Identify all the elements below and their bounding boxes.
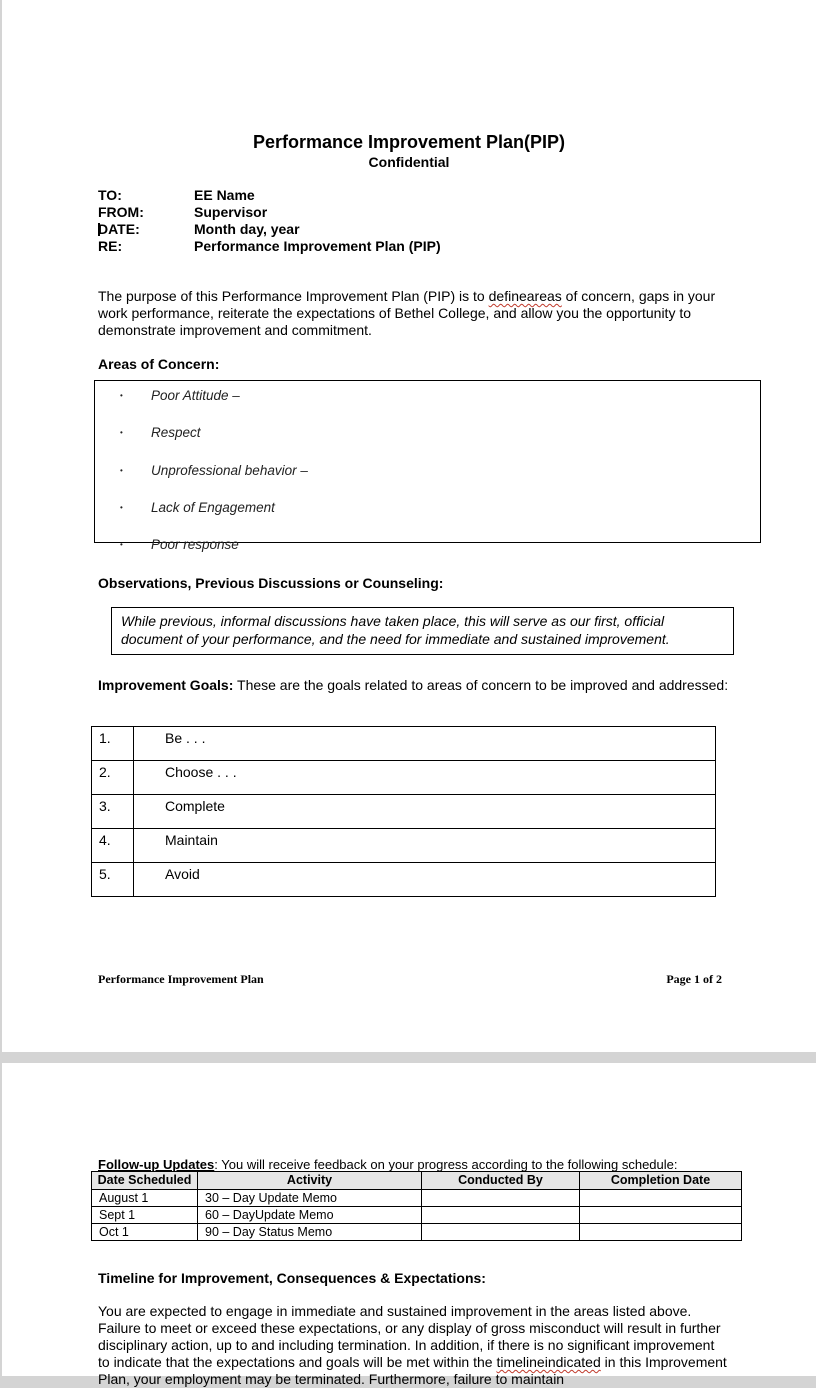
column-header-date: Date Scheduled — [92, 1172, 198, 1190]
bullet-icon: • — [120, 391, 123, 400]
document-title: Performance Improvement Plan(PIP) — [252, 132, 566, 152]
goal-number: 2. — [92, 761, 134, 795]
goals-intro-text: These are the goals related to areas of concern to be improved and addressed: — [233, 677, 729, 693]
memo-header — [98, 187, 441, 255]
spellcheck-flagged-word[interactable]: defineareas — [488, 288, 562, 304]
memo-value[interactable]: Supervisor — [194, 204, 268, 220]
goals-intro — [98, 677, 738, 694]
completion-date-cell[interactable] — [580, 1224, 742, 1241]
document-subtitle: Confidential — [368, 154, 450, 170]
memo-row-re — [98, 238, 441, 255]
goals-heading: Improvement Goals: — [98, 677, 234, 693]
followup-schedule-table — [91, 1171, 742, 1241]
memo-row-date — [98, 221, 441, 238]
concern-item[interactable] — [120, 388, 308, 425]
observations-heading: Observations, Previous Discussions or Counseling: — [98, 575, 444, 591]
memo-key: TO: — [98, 187, 122, 203]
followup-heading-line — [98, 1157, 678, 1172]
memo-value[interactable]: Month day, year — [194, 221, 300, 237]
goal-number: 5. — [92, 863, 134, 897]
observations-text-box[interactable]: While previous, informal discussions have taken place, this will serve as our first, official document of your performance, and the need for immediate and sustained improvement. — [111, 607, 734, 655]
purpose-paragraph[interactable] — [98, 288, 738, 339]
concern-label: Poor Attitude – — [151, 388, 240, 403]
table-header-row — [92, 1172, 742, 1190]
concerns-heading: Areas of Concern: — [98, 356, 220, 372]
bullet-icon: • — [120, 465, 123, 475]
conducted-by-cell[interactable] — [422, 1207, 580, 1224]
purpose-text: of concern, gaps in your work performance, reiterate the expectations of Bethel College, and allow you the opportunity to demonstrate improvement and commitment. — [98, 288, 716, 338]
timeline-text: in this Improvement Plan, your employment may be terminated. Furthermore, failure to maintain — [98, 1354, 727, 1387]
concerns-list — [120, 388, 308, 574]
spellcheck-flagged-word[interactable]: timelineindicated — [496, 1354, 601, 1370]
date-cell[interactable]: Oct 1 — [92, 1224, 198, 1241]
date-cell[interactable]: Sept 1 — [92, 1207, 198, 1224]
document-page-2 — [2, 1063, 816, 1387]
goal-number: 1. — [92, 727, 134, 761]
concern-label: Respect — [151, 425, 201, 441]
conducted-by-cell[interactable] — [422, 1190, 580, 1207]
completion-date-cell[interactable] — [580, 1190, 742, 1207]
memo-value[interactable]: Performance Improvement Plan (PIP) — [194, 238, 441, 254]
table-row — [92, 1190, 742, 1207]
concern-label: Unprofessional behavior – — [151, 462, 308, 478]
date-cell[interactable]: August 1 — [92, 1190, 198, 1207]
concern-item[interactable] — [120, 463, 308, 500]
purpose-text: The purpose of this Performance Improvement Plan (PIP) is to — [98, 288, 489, 304]
concern-item[interactable] — [120, 500, 308, 537]
memo-value[interactable]: EE Name — [194, 187, 255, 203]
memo-row-to — [98, 187, 441, 204]
document-page-1 — [2, 0, 816, 1052]
goal-cell[interactable]: Maintain — [134, 829, 716, 863]
timeline-paragraph[interactable] — [98, 1303, 728, 1388]
table-row — [92, 1224, 742, 1241]
goal-number: 4. — [92, 829, 134, 863]
memo-key: RE: — [98, 238, 123, 254]
timeline-heading: Timeline for Improvement, Consequences & Expectations: — [98, 1270, 486, 1286]
timeline-text: You are expected to engage in immediate and sustained improvement in the areas listed above. Failure to meet or exceed these expectations, or any display of gross misconduct will result in further disciplinary action, up to and including termination. In addition, if there is no significant improvement to indicate that the expectations and goals will be met within the — [98, 1303, 721, 1370]
column-header-conducted-by: Conducted By — [422, 1172, 580, 1190]
bullet-icon: • — [120, 428, 123, 438]
bullet-icon: • — [120, 502, 123, 512]
memo-key: FROM: — [98, 204, 144, 220]
concern-label: Lack of Engagement — [151, 499, 275, 515]
table-row — [92, 829, 716, 863]
activity-cell[interactable]: 90 – Day Status Memo — [198, 1224, 422, 1241]
concern-item[interactable] — [120, 537, 308, 574]
table-row — [92, 1207, 742, 1224]
followup-intro: : You will receive feedback on your progress according to the following schedule: — [214, 1157, 678, 1172]
column-header-completion-date: Completion Date — [580, 1172, 742, 1190]
concern-item[interactable] — [120, 425, 308, 462]
memo-row-from — [98, 204, 441, 221]
goal-number: 3. — [92, 795, 134, 829]
memo-key: DATE: — [98, 221, 140, 237]
conducted-by-cell[interactable] — [422, 1224, 580, 1241]
goals-table — [91, 726, 716, 897]
table-row — [92, 727, 716, 761]
goal-cell[interactable]: Choose . . . — [134, 761, 716, 795]
completion-date-cell[interactable] — [580, 1207, 742, 1224]
footer-title: Performance Improvement Plan — [98, 972, 264, 986]
goal-cell[interactable]: Be . . . — [134, 727, 716, 761]
activity-cell[interactable]: 60 – DayUpdate Memo — [198, 1207, 422, 1224]
table-row — [92, 761, 716, 795]
table-row — [92, 863, 716, 897]
table-row — [92, 795, 716, 829]
followup-heading: Follow-up Updates — [98, 1157, 215, 1172]
goal-cell[interactable]: Complete — [134, 795, 716, 829]
bullet-icon: • — [120, 540, 123, 550]
concern-label: Poor response — [151, 537, 239, 553]
column-header-activity: Activity — [198, 1172, 422, 1190]
activity-cell[interactable]: 30 – Day Update Memo — [198, 1190, 422, 1207]
goal-cell[interactable]: Avoid — [134, 863, 716, 897]
footer-page-number: Page 1 of 2 — [666, 972, 722, 986]
